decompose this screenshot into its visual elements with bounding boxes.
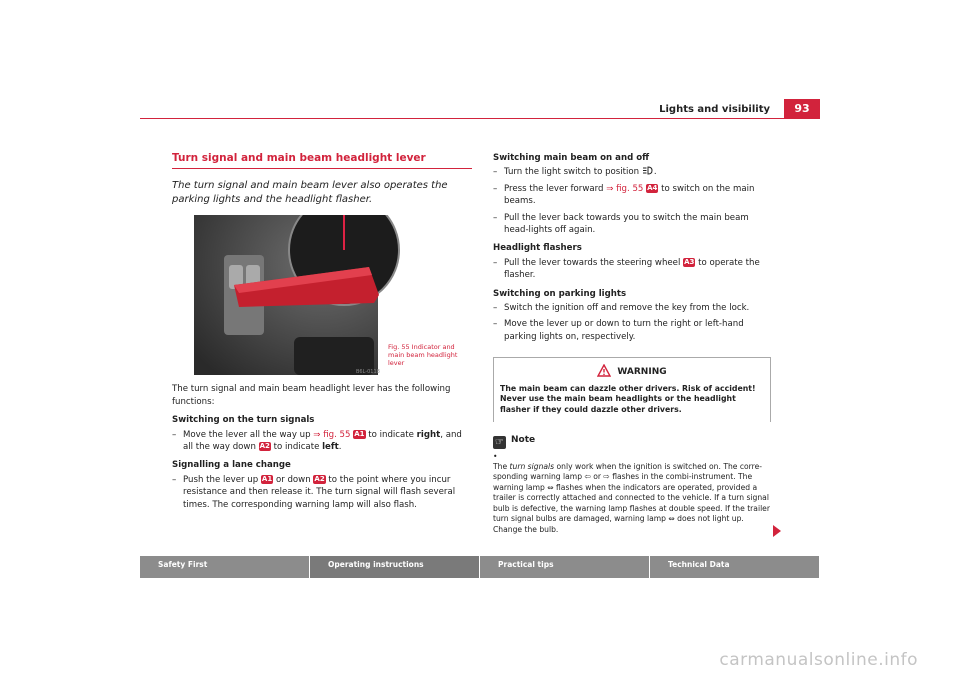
lane-change-step: – Push the lever up A1 or down A2 to the point where you incur resistance and then release it. The turn signal will flash several times. The corresponding warning lamp will also flash. (172, 474, 456, 510)
trailer-lamp-icon: ⇔ (668, 514, 675, 524)
main-beam-step-2: – Press the lever forward ⇒ fig. 55 A4 to switch on the main beams. (493, 183, 755, 207)
footer-tab-technical-data[interactable]: Technical Data (650, 556, 819, 578)
main-beam-step-3: – Pull the lever back towards you to switch the main beam head-lights off again. (493, 212, 749, 236)
trailer-lamp-icon: ⇔ (547, 482, 554, 492)
left-column (172, 152, 472, 515)
footer-nav (140, 556, 820, 578)
turn-signals-heading: Switching on the turn signals (172, 415, 315, 426)
footer-tab-safety-first[interactable]: Safety First (140, 556, 309, 578)
left-arrow-lamp-icon: ⇦ (584, 472, 591, 482)
note-hand-icon: ☞ (493, 436, 506, 449)
right-arrow-lamp-icon: ⇨ (603, 472, 610, 482)
parking-step-1: – Switch the ignition off and remove the key from the lock. (493, 303, 750, 314)
light-switch-icon (642, 166, 654, 175)
flasher-heading: Headlight flashers (493, 243, 582, 254)
right-column (493, 152, 771, 535)
lever-intro: The turn signal and main beam headlight lever has the following functions: (172, 384, 451, 407)
badge-a3: A3 (684, 257, 695, 266)
badge-a4: A4 (647, 183, 658, 192)
badge-a1: A1 (354, 429, 365, 438)
section-title: Turn signal and main beam headlight lever (172, 152, 472, 169)
page-number: 93 (784, 99, 820, 119)
badge-a1: A1 (261, 474, 273, 483)
note-heading: ☞ Note (493, 434, 771, 449)
note-text: • The turn signals only work when the ignition is switched on. The corre-sponding warning lamp ⇦ or ⇨ flashes in the combi-instrument. The warning lamp ⇔ flashes when the indicators are operated, provided a trailer is correctly attached and connected to the vehicle. If a turn signal bulb is defective, the warning lamp flashes at double speed. If the trailer turn signal bulbs are damaged, warning lamp ⇔ does not light up. Change the bulb. (493, 451, 770, 534)
warning-box (493, 357, 771, 421)
main-beam-heading: Switching main beam on and off (493, 153, 650, 163)
badge-a2: A2 (314, 474, 325, 483)
figure-caption: Fig. 55 Indicator and main beam headlight lever (388, 343, 458, 368)
main-beam-step-1: – Turn the light switch to position . (493, 167, 657, 178)
parking-heading: Switching on parking lights (493, 288, 627, 299)
turn-signals-step: – Move the lever all the way up ⇒ fig. 55 A1 to indicate right, and all the way down A2 to indicate left. (172, 429, 462, 453)
header-rule (140, 118, 820, 119)
parking-step-2: – Move the lever up or down to turn the right or left-hand parking lights on, respectively. (493, 319, 744, 342)
badge-a2: A2 (259, 442, 270, 451)
flasher-step: – Pull the lever towards the steering wheel A3 to operate the flasher. (493, 257, 760, 281)
warning-triangle-icon (597, 364, 611, 377)
warning-text: The main beam can dazzle other drivers. Risk of accident! Never use the main beam headlights or the headlight flasher if they could dazzle other drivers. (500, 383, 756, 415)
fig-55-link[interactable]: ⇒ fig. 55 (606, 183, 644, 194)
figure-code: B6L-0118 (356, 369, 380, 376)
footer-tab-operating-instructions[interactable]: Operating instructions (310, 556, 479, 578)
lane-change-heading: Signalling a lane change (172, 460, 291, 471)
running-title: Lights and visibility (659, 104, 770, 115)
figure-55 (172, 215, 472, 377)
footer-tab-practical-tips[interactable]: Practical tips (480, 556, 649, 578)
watermark: carmanualsonline.info (719, 650, 918, 670)
next-page-arrow-icon[interactable] (773, 525, 781, 537)
section-intro: The turn signal and main beam lever also operates the parking lights and the headlight flasher. (172, 180, 448, 206)
fig-55-link[interactable]: ⇒ fig. 55 (313, 429, 351, 440)
warning-heading: WARNING (500, 364, 764, 378)
